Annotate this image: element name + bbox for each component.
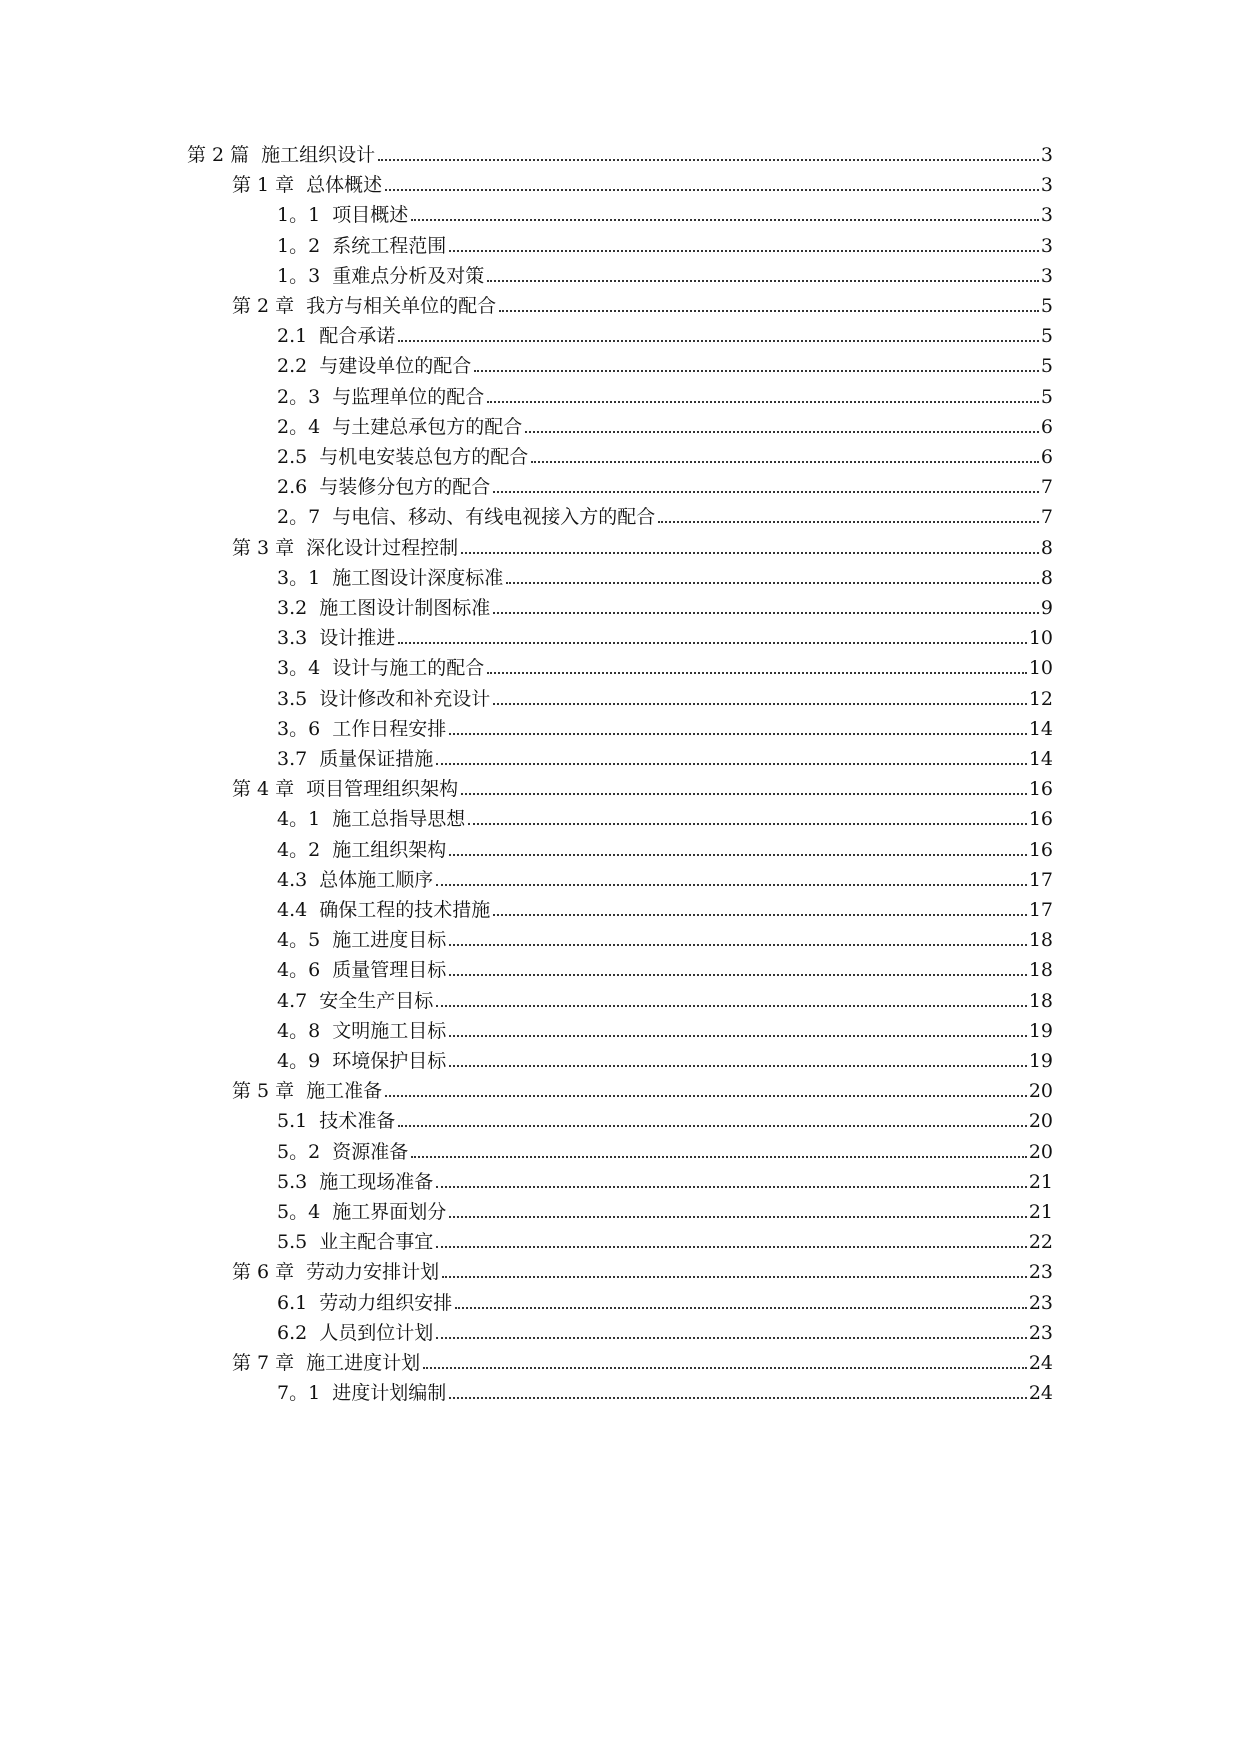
toc-chapter-entry[interactable] bbox=[232, 770, 1053, 800]
toc-entry-page-number: 20 bbox=[1028, 1140, 1053, 1163]
toc-section-entry[interactable] bbox=[277, 982, 1053, 1012]
toc-entry-number: 第 2 章 bbox=[232, 295, 295, 317]
toc-entry-title: 设计推进 bbox=[319, 627, 396, 650]
toc-entry-number: 7。1 bbox=[277, 1382, 321, 1405]
toc-entry-page-number: 5 bbox=[1040, 295, 1053, 317]
toc-entry-title: 文明施工目标 bbox=[332, 1019, 447, 1042]
toc-entry-page-number: 24 bbox=[1028, 1352, 1053, 1374]
toc-section-entry[interactable] bbox=[277, 559, 1053, 589]
toc-entry-title: 施工组织架构 bbox=[332, 838, 447, 861]
toc-entry-title: 技术准备 bbox=[319, 1110, 396, 1133]
toc-dot-leader bbox=[449, 733, 1027, 735]
toc-entry-title: 配合承诺 bbox=[319, 325, 396, 348]
toc-dot-leader bbox=[493, 491, 1039, 493]
toc-entry-page-number: 23 bbox=[1028, 1321, 1053, 1344]
toc-chapter-entry[interactable] bbox=[232, 1072, 1053, 1102]
toc-entry-number: 5.5 bbox=[277, 1231, 308, 1254]
toc-entry-title: 进度计划编制 bbox=[332, 1382, 447, 1405]
toc-entry-title: 质量管理目标 bbox=[332, 959, 447, 982]
toc-entry-title: 我方与相关单位的配合 bbox=[306, 295, 497, 317]
toc-dot-leader bbox=[468, 823, 1027, 825]
toc-entry-number: 5.1 bbox=[277, 1110, 308, 1133]
toc-entry-page-number: 18 bbox=[1028, 959, 1053, 982]
toc-chapter-entry[interactable] bbox=[232, 166, 1053, 196]
toc-entry-title: 施工准备 bbox=[306, 1080, 383, 1103]
toc-entry-page-number: 17 bbox=[1028, 899, 1053, 921]
toc-dot-leader bbox=[449, 1035, 1027, 1037]
toc-section-entry[interactable] bbox=[277, 1133, 1053, 1163]
toc-section-entry[interactable] bbox=[277, 1193, 1053, 1223]
toc-section-entry[interactable] bbox=[277, 1284, 1053, 1314]
toc-entry-title: 施工组织设计 bbox=[261, 144, 376, 166]
toc-entry-title: 与土建总承包方的配合 bbox=[332, 415, 523, 438]
toc-section-entry[interactable] bbox=[277, 861, 1053, 891]
toc-entry-title: 施工总指导思想 bbox=[332, 808, 466, 831]
toc-entry-page-number: 18 bbox=[1028, 989, 1053, 1012]
toc-dot-leader bbox=[449, 1397, 1027, 1399]
toc-entry-number: 第 1 章 bbox=[232, 174, 295, 197]
toc-dot-leader bbox=[436, 1005, 1027, 1007]
toc-dot-leader bbox=[499, 310, 1039, 312]
toc-entry-number: 3.3 bbox=[277, 627, 308, 650]
toc-entry-number: 第 2 篇 bbox=[187, 144, 250, 166]
toc-entry-title: 工作日程安排 bbox=[332, 717, 447, 740]
toc-entry-page-number: 20 bbox=[1028, 1080, 1053, 1103]
toc-entry-number: 2.2 bbox=[277, 355, 308, 378]
toc-entry-page-number: 16 bbox=[1028, 778, 1053, 801]
toc-entry-page-number: 20 bbox=[1028, 1110, 1053, 1133]
toc-entry-number: 3。4 bbox=[277, 657, 321, 680]
toc-dot-leader bbox=[449, 944, 1027, 946]
toc-chapter-entry[interactable] bbox=[232, 287, 1053, 317]
toc-section-entry[interactable] bbox=[277, 438, 1053, 468]
toc-entry-page-number: 17 bbox=[1028, 868, 1053, 891]
toc-entry-title: 项目概述 bbox=[332, 204, 409, 227]
toc-entry-page-number: 16 bbox=[1028, 838, 1053, 861]
toc-dot-leader bbox=[487, 280, 1039, 282]
toc-entry-title: 资源准备 bbox=[332, 1140, 409, 1163]
toc-dot-leader bbox=[378, 159, 1039, 161]
toc-entry-title: 与电信、移动、有线电视接入方的配合 bbox=[332, 506, 656, 529]
toc-entry-page-number: 12 bbox=[1028, 687, 1053, 710]
toc-chapter-entry[interactable] bbox=[232, 1253, 1053, 1283]
toc-entry-page-number: 7 bbox=[1040, 476, 1053, 499]
toc-dot-leader bbox=[493, 703, 1027, 705]
toc-dot-leader bbox=[436, 1246, 1027, 1248]
toc-entry-number: 4。8 bbox=[277, 1019, 321, 1042]
toc-entry-number: 6.2 bbox=[277, 1321, 308, 1344]
toc-dot-leader bbox=[436, 1186, 1027, 1188]
toc-section-entry[interactable] bbox=[277, 317, 1053, 347]
toc-entry-number: 5。4 bbox=[277, 1201, 321, 1223]
toc-entry-number: 4.3 bbox=[277, 868, 308, 891]
toc-section-entry[interactable] bbox=[277, 1012, 1053, 1042]
toc-section-entry[interactable] bbox=[277, 378, 1053, 408]
toc-entry-page-number: 8 bbox=[1040, 536, 1053, 559]
toc-entry-number: 3.7 bbox=[277, 748, 308, 770]
toc-entry-title: 确保工程的技术措施 bbox=[319, 899, 491, 921]
toc-section-entry[interactable] bbox=[277, 619, 1053, 649]
toc-dot-leader bbox=[461, 793, 1027, 795]
toc-chapter-entry[interactable] bbox=[232, 529, 1053, 559]
toc-section-entry[interactable] bbox=[277, 800, 1053, 830]
toc-entry-number: 2.5 bbox=[277, 446, 308, 468]
toc-entry-page-number: 19 bbox=[1028, 1019, 1053, 1042]
toc-section-entry[interactable] bbox=[277, 951, 1053, 981]
toc-entry-title: 施工进度计划 bbox=[306, 1352, 421, 1374]
toc-section-entry[interactable] bbox=[277, 1314, 1053, 1344]
toc-section-entry[interactable] bbox=[277, 1223, 1053, 1253]
toc-dot-leader bbox=[449, 250, 1039, 252]
toc-entry-title: 项目管理组织架构 bbox=[306, 778, 459, 801]
toc-entry-page-number: 24 bbox=[1028, 1382, 1053, 1405]
toc-entry-number: 5.3 bbox=[277, 1170, 308, 1193]
toc-section-entry[interactable] bbox=[277, 710, 1053, 740]
toc-entry-number: 2。3 bbox=[277, 385, 321, 408]
toc-dot-leader bbox=[436, 884, 1027, 886]
toc-dot-leader bbox=[449, 974, 1027, 976]
toc-dot-leader bbox=[385, 1095, 1027, 1097]
toc-entry-number: 第 3 章 bbox=[232, 536, 295, 559]
toc-entry-page-number: 8 bbox=[1040, 566, 1053, 589]
toc-entry-title: 设计修改和补充设计 bbox=[319, 687, 491, 710]
toc-entry-page-number: 14 bbox=[1028, 717, 1053, 740]
toc-entry-number: 2.1 bbox=[277, 325, 308, 348]
toc-entry-page-number: 3 bbox=[1040, 144, 1053, 166]
toc-entry-page-number: 5 bbox=[1040, 355, 1053, 378]
toc-dot-leader bbox=[525, 431, 1039, 433]
toc-dot-leader bbox=[423, 1367, 1027, 1369]
toc-entry-number: 第 7 章 bbox=[232, 1352, 295, 1374]
toc-entry-page-number: 7 bbox=[1040, 506, 1053, 529]
toc-dot-leader bbox=[436, 763, 1027, 765]
toc-section-entry[interactable] bbox=[277, 498, 1053, 528]
toc-section-entry[interactable] bbox=[277, 589, 1053, 619]
toc-entry-page-number: 5 bbox=[1040, 385, 1053, 408]
toc-entry-number: 第 5 章 bbox=[232, 1080, 295, 1103]
toc-entry-page-number: 9 bbox=[1040, 597, 1053, 619]
toc-entry-title: 与监理单位的配合 bbox=[332, 385, 485, 408]
toc-dot-leader bbox=[455, 1307, 1027, 1309]
toc-entry-number: 4。6 bbox=[277, 959, 321, 982]
toc-section-entry[interactable] bbox=[277, 1374, 1053, 1404]
toc-dot-leader bbox=[506, 582, 1039, 584]
toc-entry-page-number: 22 bbox=[1028, 1231, 1053, 1254]
toc-entry-number: 4.7 bbox=[277, 989, 308, 1012]
toc-section-entry[interactable] bbox=[277, 227, 1053, 257]
toc-entry-number: 4。9 bbox=[277, 1050, 321, 1072]
toc-entry-number: 3。1 bbox=[277, 566, 321, 589]
toc-entry-title: 总体施工顺序 bbox=[319, 868, 434, 891]
toc-entry-title: 施工图设计制图标准 bbox=[319, 597, 491, 619]
toc-section-entry[interactable] bbox=[277, 196, 1053, 226]
toc-section-entry[interactable] bbox=[277, 1042, 1053, 1072]
toc-entry-number: 4。2 bbox=[277, 838, 321, 861]
toc-entry-title: 总体概述 bbox=[306, 174, 383, 197]
toc-entry-title: 系统工程范围 bbox=[332, 234, 447, 257]
toc-entry-number: 1。1 bbox=[277, 204, 321, 227]
toc-dot-leader bbox=[449, 854, 1027, 856]
toc-entry-title: 施工图设计深度标准 bbox=[332, 566, 504, 589]
toc-entry-title: 劳动力安排计划 bbox=[306, 1261, 440, 1284]
toc-section-entry[interactable] bbox=[277, 1163, 1053, 1193]
toc-dot-leader bbox=[493, 914, 1027, 916]
toc-section-entry[interactable] bbox=[277, 1102, 1053, 1132]
toc-entry-page-number: 5 bbox=[1040, 325, 1053, 348]
toc-entry-page-number: 3 bbox=[1040, 264, 1053, 287]
toc-entry-title: 安全生产目标 bbox=[319, 989, 434, 1012]
toc-entry-page-number: 23 bbox=[1028, 1261, 1053, 1284]
toc-entry-title: 质量保证措施 bbox=[319, 748, 434, 770]
toc-entry-title: 与机电安装总包方的配合 bbox=[319, 446, 529, 468]
toc-dot-leader bbox=[385, 189, 1039, 191]
toc-section-entry[interactable] bbox=[277, 257, 1053, 287]
toc-entry-title: 与装修分包方的配合 bbox=[319, 476, 491, 499]
toc-entry-title: 施工界面划分 bbox=[332, 1201, 447, 1223]
toc-entry-page-number: 10 bbox=[1028, 657, 1053, 680]
toc-dot-leader bbox=[398, 1125, 1027, 1127]
toc-entry-page-number: 6 bbox=[1040, 415, 1053, 438]
toc-entry-number: 2。4 bbox=[277, 415, 321, 438]
toc-entry-number: 1。3 bbox=[277, 264, 321, 287]
toc-entry-number: 5。2 bbox=[277, 1140, 321, 1163]
toc-dot-leader bbox=[449, 1216, 1027, 1218]
toc-chapter-entry[interactable] bbox=[232, 1344, 1053, 1374]
toc-section-entry[interactable] bbox=[277, 680, 1053, 710]
toc-entry-title: 劳动力组织安排 bbox=[319, 1291, 453, 1314]
toc-section-entry[interactable] bbox=[277, 468, 1053, 498]
toc-entry-page-number: 14 bbox=[1028, 748, 1053, 770]
toc-entry-number: 第 4 章 bbox=[232, 778, 295, 801]
toc-section-entry[interactable] bbox=[277, 408, 1053, 438]
toc-entry-title: 业主配合事宜 bbox=[319, 1231, 434, 1254]
toc-entry-title: 环境保护目标 bbox=[332, 1050, 447, 1072]
toc-entry-number: 6.1 bbox=[277, 1291, 308, 1314]
toc-entry-title: 重难点分析及对策 bbox=[332, 264, 485, 287]
toc-entry-number: 1。2 bbox=[277, 234, 321, 257]
toc-part-entry[interactable] bbox=[187, 136, 1053, 166]
toc-entry-page-number: 18 bbox=[1028, 929, 1053, 952]
toc-dot-leader bbox=[493, 612, 1039, 614]
toc-entry-number: 2。7 bbox=[277, 506, 321, 529]
toc-entry-number: 4。5 bbox=[277, 929, 321, 952]
toc-entry-title: 与建设单位的配合 bbox=[319, 355, 472, 378]
toc-dot-leader bbox=[474, 370, 1039, 372]
toc-dot-leader bbox=[411, 219, 1039, 221]
toc-section-entry[interactable] bbox=[277, 891, 1053, 921]
toc-entry-title: 人员到位计划 bbox=[319, 1321, 434, 1344]
toc-entry-page-number: 3 bbox=[1040, 234, 1053, 257]
toc-dot-leader bbox=[442, 1276, 1027, 1278]
toc-dot-leader bbox=[436, 1337, 1027, 1339]
toc-entry-page-number: 10 bbox=[1028, 627, 1053, 650]
toc-entry-number: 3.5 bbox=[277, 687, 308, 710]
toc-entry-number: 4.4 bbox=[277, 899, 308, 921]
toc-section-entry[interactable] bbox=[277, 740, 1053, 770]
toc-entry-title: 设计与施工的配合 bbox=[332, 657, 485, 680]
toc-entry-title: 施工现场准备 bbox=[319, 1170, 434, 1193]
toc-entry-number: 4。1 bbox=[277, 808, 321, 831]
toc-entry-page-number: 16 bbox=[1028, 808, 1053, 831]
toc-entry-number: 3。6 bbox=[277, 717, 321, 740]
toc-dot-leader bbox=[461, 552, 1039, 554]
toc-entry-title: 深化设计过程控制 bbox=[306, 536, 459, 559]
toc-entry-page-number: 21 bbox=[1028, 1170, 1053, 1193]
toc-entry-page-number: 3 bbox=[1040, 174, 1053, 197]
toc-entry-number: 第 6 章 bbox=[232, 1261, 295, 1284]
toc-entry-page-number: 21 bbox=[1028, 1201, 1053, 1223]
toc-dot-leader bbox=[658, 521, 1039, 523]
toc-dot-leader bbox=[411, 1156, 1027, 1158]
toc-section-entry[interactable] bbox=[277, 649, 1053, 679]
toc-section-entry[interactable] bbox=[277, 831, 1053, 861]
toc-dot-leader bbox=[487, 672, 1027, 674]
toc-entry-page-number: 19 bbox=[1028, 1050, 1053, 1072]
toc-entry-number: 2.6 bbox=[277, 476, 308, 499]
toc-entry-page-number: 6 bbox=[1040, 446, 1053, 468]
toc-entry-number: 3.2 bbox=[277, 597, 308, 619]
toc-entry-page-number: 3 bbox=[1040, 204, 1053, 227]
toc-dot-leader bbox=[398, 340, 1039, 342]
toc-section-entry[interactable] bbox=[277, 347, 1053, 377]
toc-dot-leader bbox=[487, 401, 1039, 403]
toc-entry-page-number: 23 bbox=[1028, 1291, 1053, 1314]
toc-section-entry[interactable] bbox=[277, 921, 1053, 951]
toc-dot-leader bbox=[398, 642, 1027, 644]
toc-dot-leader bbox=[531, 461, 1039, 463]
toc-entry-title: 施工进度目标 bbox=[332, 929, 447, 952]
toc-dot-leader bbox=[449, 1065, 1027, 1067]
